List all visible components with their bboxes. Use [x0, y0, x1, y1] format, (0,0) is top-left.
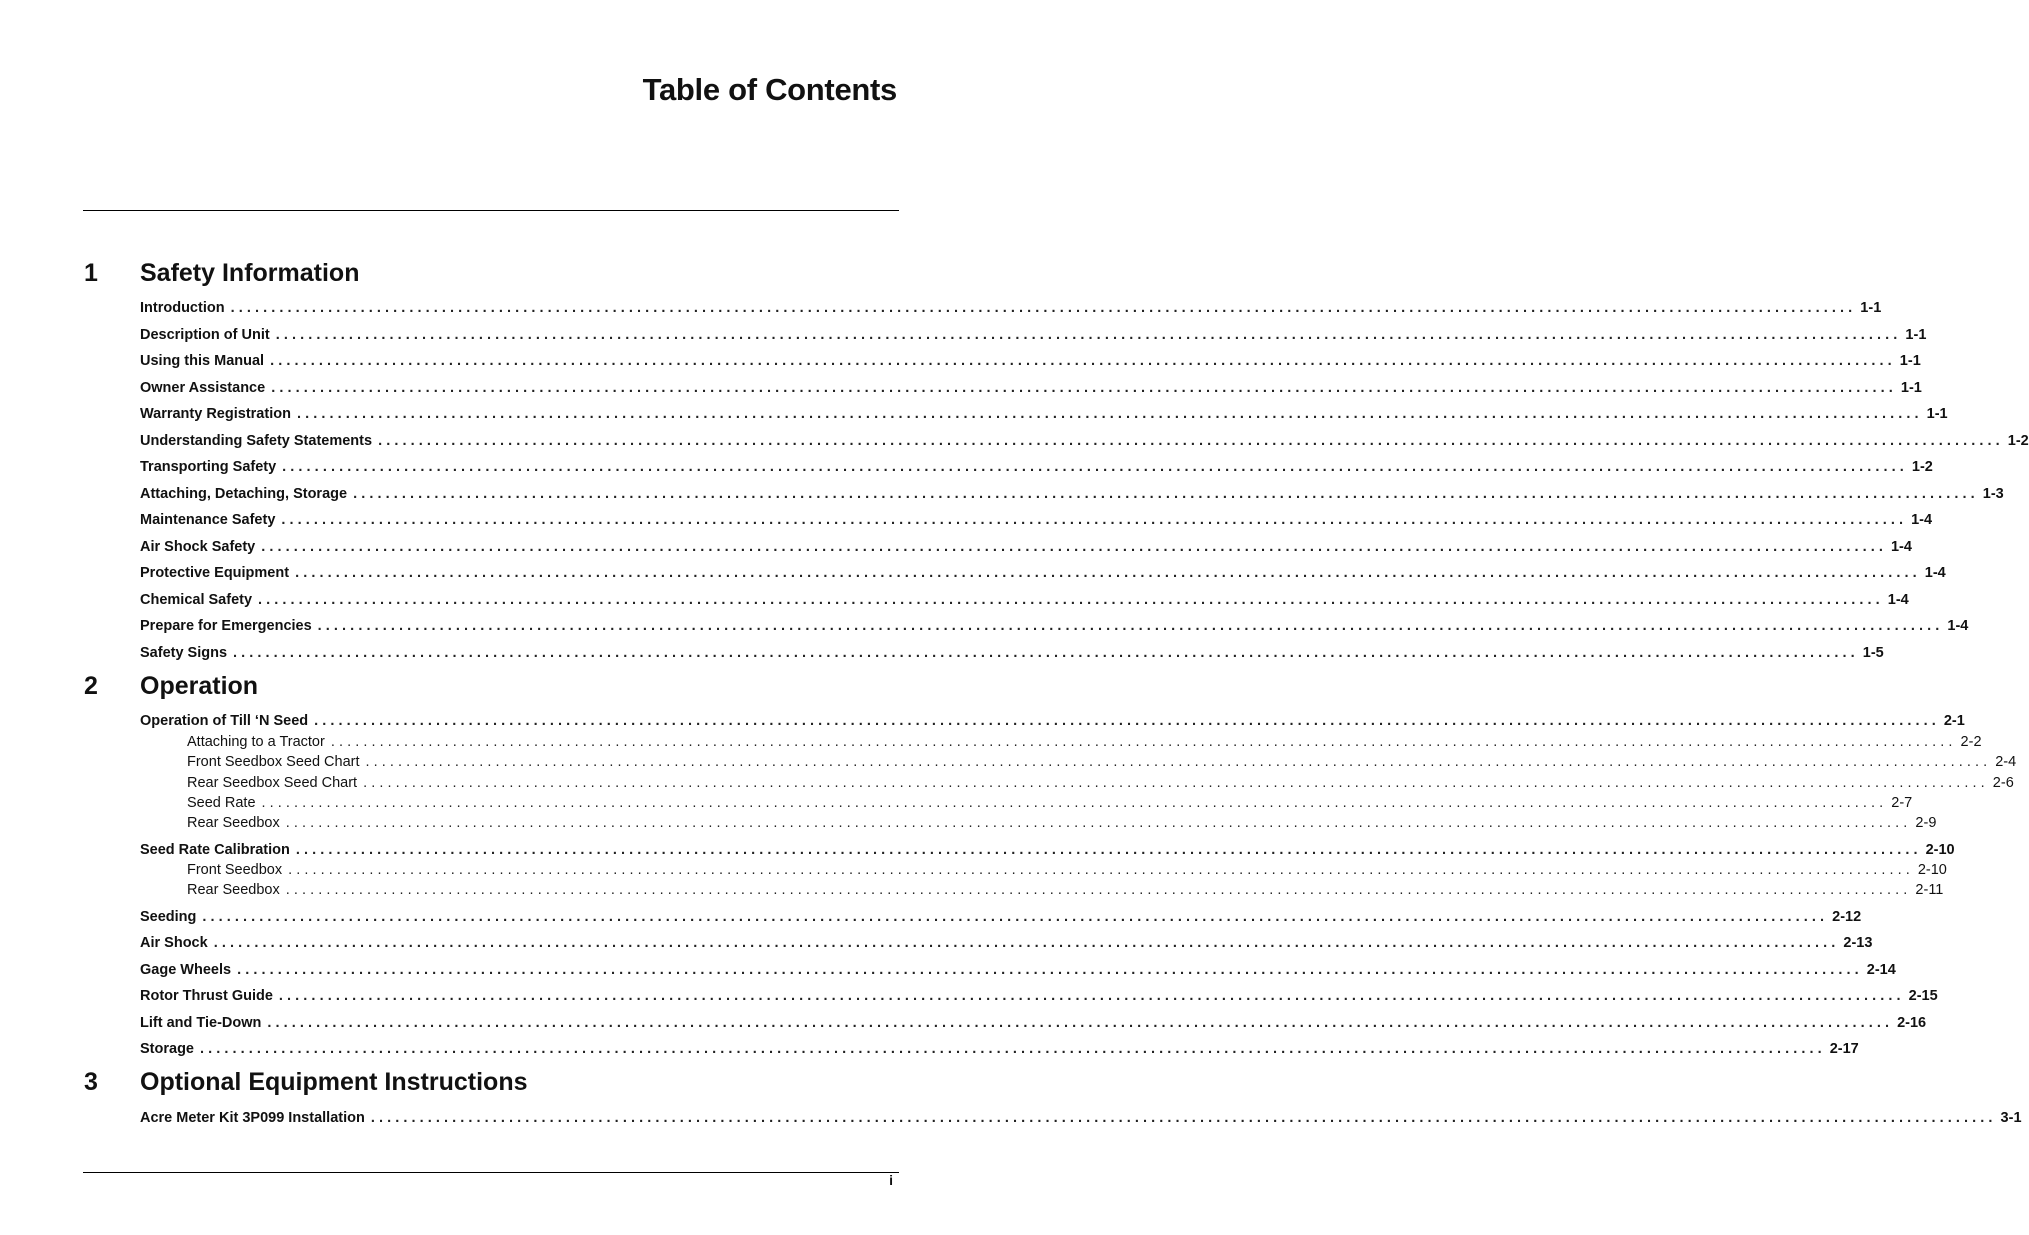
dot-leader: ........................................................................................................................................................................................................ [213, 935, 1840, 951]
toc-entry[interactable] [140, 907, 1862, 927]
dot-leader: ........................................................................................................................................................................................................ [258, 592, 1884, 608]
toc-entry-page: 1-1 [1900, 380, 1922, 396]
toc-entry[interactable] [140, 1039, 1859, 1059]
toc-entry-page: 2-14 [1866, 962, 1896, 978]
dot-leader: ........................................................................................................................................................................................................ [365, 754, 1992, 770]
dot-leader: ........................................................................................................................................................................................................ [281, 512, 1908, 528]
toc-entry-page: 3-1 [2000, 1110, 2022, 1126]
section-number: 2 [84, 672, 98, 700]
bottom-divider [83, 1172, 899, 1173]
toc-entry[interactable] [140, 1013, 1927, 1033]
toc-entry[interactable] [140, 431, 2029, 451]
dot-leader: ........................................................................................................................................................................................................ [288, 862, 1914, 878]
toc-entry[interactable] [140, 643, 1884, 663]
toc-entry-page: 2-10 [1925, 842, 1955, 858]
toc-entry-page: 2-15 [1908, 988, 1938, 1004]
dot-leader: ........................................................................................................................................................................................................ [261, 539, 1887, 555]
toc-entry-label: Rotor Thrust Guide [140, 988, 273, 1004]
dot-leader: ........................................................................................................................................................................................................ [370, 1110, 1997, 1126]
toc-entry-label: Transporting Safety [140, 459, 277, 475]
toc-entry[interactable] [140, 457, 1933, 477]
toc-entry-page: 2-9 [1915, 815, 1937, 831]
dot-leader: ........................................................................................................................................................................................................ [267, 1015, 1894, 1031]
toc-subentry[interactable] [187, 880, 1944, 900]
toc-entry-label: Attaching, Detaching, Storage [140, 486, 348, 502]
toc-entry[interactable] [140, 960, 1896, 980]
toc-entry-page: 2-7 [1891, 795, 1913, 811]
toc-entry-page: 2-11 [1915, 882, 1944, 898]
page-number: i [889, 1172, 893, 1188]
toc-entry-label: Seeding [140, 909, 197, 925]
toc-entry-page: 2-2 [1960, 734, 1982, 750]
dot-leader: ........................................................................................................................................................................................................ [285, 815, 1912, 831]
toc-entry-page: 2-1 [1943, 713, 1965, 729]
toc-entry[interactable] [140, 298, 1882, 318]
dot-leader: ........................................................................................................................................................................................................ [296, 406, 1923, 422]
toc-entry[interactable] [140, 351, 1921, 371]
toc-subentry[interactable] [187, 793, 1913, 813]
toc-entry-page: 1-4 [1911, 512, 1933, 528]
toc-entry-page: 1-2 [2007, 433, 2029, 449]
toc-subentry[interactable] [187, 752, 2017, 772]
toc-entry-page: 1-4 [1890, 539, 1912, 555]
dot-leader: ........................................................................................................................................................................................................ [330, 734, 1957, 750]
section-number: 3 [84, 1068, 98, 1096]
toc-entry-label: Protective Equipment [140, 565, 290, 581]
toc-entry-label: Operation of Till ‘N Seed [140, 713, 309, 729]
dot-leader: ........................................................................................................................................................................................................ [363, 775, 1989, 791]
dot-leader: ........................................................................................................................................................................................................ [275, 327, 1902, 343]
toc-entry[interactable] [140, 616, 1969, 636]
dot-leader: ........................................................................................................................................................................................................ [282, 459, 1908, 475]
toc-entry-page: 1-1 [1899, 353, 1921, 369]
toc-entry-label: Gage Wheels [140, 962, 232, 978]
toc-entry-label: Storage [140, 1041, 194, 1057]
toc-subentry[interactable] [187, 813, 1937, 833]
toc-entry-page: 2-17 [1829, 1041, 1859, 1057]
toc-entry-label: Rear Seedbox [187, 882, 280, 898]
toc-subentry[interactable] [187, 732, 1982, 752]
section-heading [84, 259, 359, 288]
toc-entry[interactable] [140, 711, 1965, 731]
dot-leader: ........................................................................................................................................................................................................ [295, 565, 1921, 581]
toc-entry[interactable] [140, 325, 1927, 345]
toc-entry-page: 1-2 [1911, 459, 1933, 475]
toc-entry-label: Introduction [140, 300, 225, 316]
toc-entry[interactable] [140, 986, 1938, 1006]
toc-entry[interactable] [140, 484, 2004, 504]
dot-leader: ........................................................................................................................................................................................................ [317, 618, 1944, 634]
toc-entry-label: Front Seedbox [187, 862, 283, 878]
toc-entry-label: Lift and Tie-Down [140, 1015, 262, 1031]
toc-entry-label: Safety Signs [140, 645, 228, 661]
dot-leader: ........................................................................................................................................................................................................ [378, 433, 2004, 449]
dot-leader: ........................................................................................................................................................................................................ [278, 988, 1905, 1004]
dot-leader: ........................................................................................................................................................................................................ [233, 645, 1859, 661]
dot-leader: ........................................................................................................................................................................................................ [271, 380, 1897, 396]
toc-entry-label: Warranty Registration [140, 406, 291, 422]
toc-entry-label: Front Seedbox Seed Chart [187, 754, 360, 770]
dot-leader: ........................................................................................................................................................................................................ [200, 1041, 1826, 1057]
toc-entry-label: Owner Assistance [140, 380, 266, 396]
toc-entry-page: 2-6 [1992, 775, 2014, 791]
toc-entry-page: 2-13 [1843, 935, 1873, 951]
toc-entry-label: Seed Rate [187, 795, 256, 811]
toc-entry-label: Rear Seedbox [187, 815, 280, 831]
page-title: Table of Contents [642, 72, 897, 107]
toc-entry-label: Seed Rate Calibration [140, 842, 290, 858]
section-number: 1 [84, 259, 98, 287]
toc-entry[interactable] [140, 510, 1933, 530]
dot-leader: ........................................................................................................................................................................................................ [230, 300, 1857, 316]
dot-leader: ........................................................................................................................................................................................................ [353, 486, 1979, 502]
section-title: Optional Equipment Instructions [140, 1068, 528, 1096]
toc-entry-page: 2-12 [1832, 909, 1862, 925]
section-title: Operation [140, 672, 259, 700]
toc-entry-page: 1-3 [1982, 486, 2004, 502]
toc-entry-label: Description of Unit [140, 327, 270, 343]
section-title: Safety Information [140, 259, 360, 287]
dot-leader: ........................................................................................................................................................................................................ [314, 713, 1940, 729]
toc-entry-label: Chemical Safety [140, 592, 253, 608]
toc-entry-label: Maintenance Safety [140, 512, 276, 528]
toc-entry[interactable] [140, 590, 1909, 610]
toc-entry[interactable] [140, 537, 1912, 557]
toc-entry-page: 1-4 [1947, 618, 1969, 634]
toc-entry-page: 1-4 [1887, 592, 1909, 608]
toc-entry-page: 1-1 [1926, 406, 1948, 422]
toc-entry-page: 1-5 [1862, 645, 1884, 661]
toc-entry-page: 2-10 [1917, 862, 1947, 878]
dot-leader: ........................................................................................................................................................................................................ [285, 882, 1912, 898]
toc-entry-page: 1-1 [1905, 327, 1927, 343]
section-heading [84, 1068, 528, 1097]
toc-entry[interactable] [140, 563, 1946, 583]
toc-entry-page: 1-4 [1924, 565, 1946, 581]
toc-entry[interactable] [140, 933, 1873, 953]
toc-entry-page: 1-1 [1860, 300, 1882, 316]
toc-entry-label: Rear Seedbox Seed Chart [187, 775, 358, 791]
top-divider [83, 210, 899, 211]
toc-entry[interactable] [140, 840, 1955, 860]
toc-entry-page: 2-16 [1897, 1015, 1927, 1031]
toc-entry-label: Using this Manual [140, 353, 265, 369]
toc-entry-label: Attaching to a Tractor [187, 734, 325, 750]
toc-entry-label: Understanding Safety Statements [140, 433, 373, 449]
toc-entry-page: 2-4 [1995, 754, 2017, 770]
section-heading [84, 672, 258, 701]
toc-entry[interactable] [140, 404, 1948, 424]
toc-entry[interactable] [140, 378, 1922, 398]
toc-entry-label: Air Shock Safety [140, 539, 256, 555]
dot-leader: ........................................................................................................................................................................................................ [261, 795, 1888, 811]
toc-subentry[interactable] [187, 773, 2014, 793]
dot-leader: ........................................................................................................................................................................................................ [202, 909, 1829, 925]
dot-leader: ........................................................................................................................................................................................................ [295, 842, 1922, 858]
toc-entry-label: Air Shock [140, 935, 208, 951]
toc-entry-label: Acre Meter Kit 3P099 Installation [140, 1110, 365, 1126]
dot-leader: ........................................................................................................................................................................................................ [237, 962, 1863, 978]
toc-entry[interactable] [140, 1108, 2022, 1128]
toc-entry-label: Prepare for Emergencies [140, 618, 312, 634]
toc-subentry[interactable] [187, 860, 1947, 880]
dot-leader: ........................................................................................................................................................................................................ [270, 353, 1896, 369]
